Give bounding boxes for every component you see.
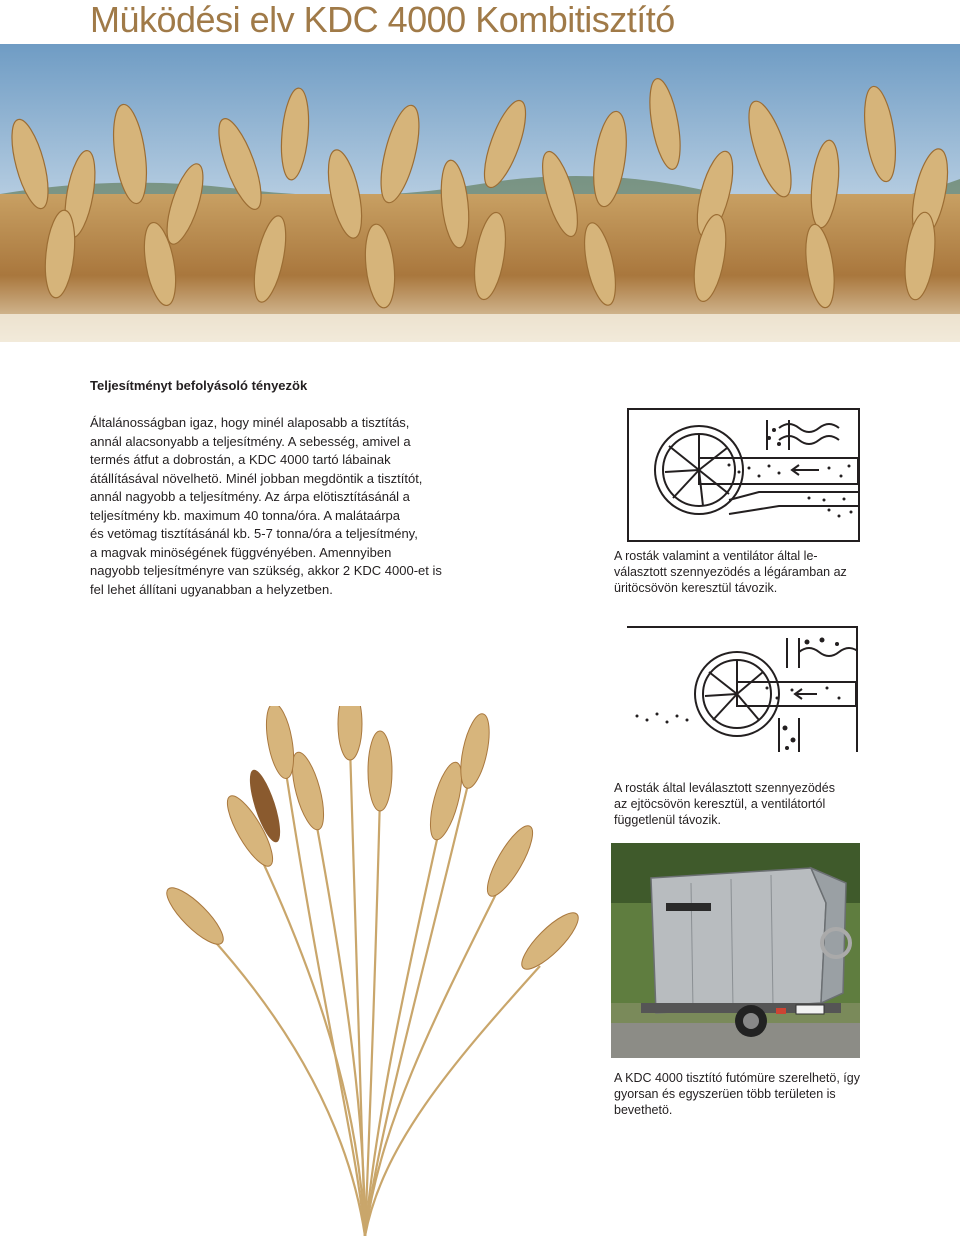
paragraph-line: Általánosságban igaz, hogy minél alaposabb a tisztítás, bbox=[90, 415, 410, 430]
caption-line: választott szennyezödés a légáramban az bbox=[614, 565, 847, 579]
section-heading: Teljesítményt befolyásoló tényezök bbox=[90, 378, 308, 393]
caption-line: üritöcsövön keresztül távozik. bbox=[614, 581, 778, 595]
paragraph-line: annál alacsonyabb a teljesítmény. A sebesség, amivel a bbox=[90, 433, 411, 449]
wheat-field-banner bbox=[0, 44, 960, 342]
caption-line: függetlenül távozik. bbox=[614, 813, 722, 827]
body-paragraph bbox=[90, 414, 510, 599]
caption-line: bevethetö. bbox=[614, 1103, 673, 1117]
paragraph-line: és vetömag tisztításánál kb. 5-7 tonna/óra a teljesítmény, bbox=[90, 526, 418, 541]
paragraph-line: termés átfut a dobrostán, a KDC 4000 tartó lábainak bbox=[90, 452, 391, 467]
caption-line: A rosták valamint a ventilátor által le- bbox=[614, 549, 818, 563]
paragraph-line: teljesítmény kb. maximum 40 tonna/óra. A malátaárpa bbox=[90, 507, 400, 523]
airflow-diagram-caption bbox=[614, 548, 874, 596]
wheat-sheaf-image bbox=[150, 706, 580, 1236]
caption-line: A KDC 4000 tisztító futómüre szerelhetö, így bbox=[614, 1071, 860, 1085]
caption-line: az ejtöcsövön keresztül, a ventilátortól bbox=[614, 797, 826, 811]
paragraph-line: fel lehet állítani ugyanabban a helyzetben. bbox=[90, 581, 333, 597]
drop-tube-diagram bbox=[627, 626, 858, 752]
drop-tube-diagram-caption bbox=[614, 780, 874, 828]
kdc-4000-trailer-photo bbox=[611, 843, 860, 1058]
photo-caption bbox=[614, 1070, 874, 1118]
paragraph-line: átállításával növelhetö. Minél jobban megdöntik a tisztítót, bbox=[90, 470, 423, 486]
paragraph-line: annál nagyobb a teljesítmény. Az árpa elötisztításánál a bbox=[90, 489, 410, 504]
page-title: Müködési elv KDC 4000 Kombitisztító bbox=[90, 0, 675, 40]
airflow-diagram bbox=[627, 408, 860, 542]
paragraph-line: a magvak minöségének függvényében. Amennyiben bbox=[90, 544, 392, 560]
paragraph-line: nagyobb teljesítményre van szükség, akkor 2 KDC 4000-et is bbox=[90, 563, 442, 578]
caption-line: gyorsan és egyszerüen több területen is bbox=[614, 1087, 836, 1101]
caption-line: A rosták által leválasztott szennyezödés bbox=[614, 781, 835, 795]
